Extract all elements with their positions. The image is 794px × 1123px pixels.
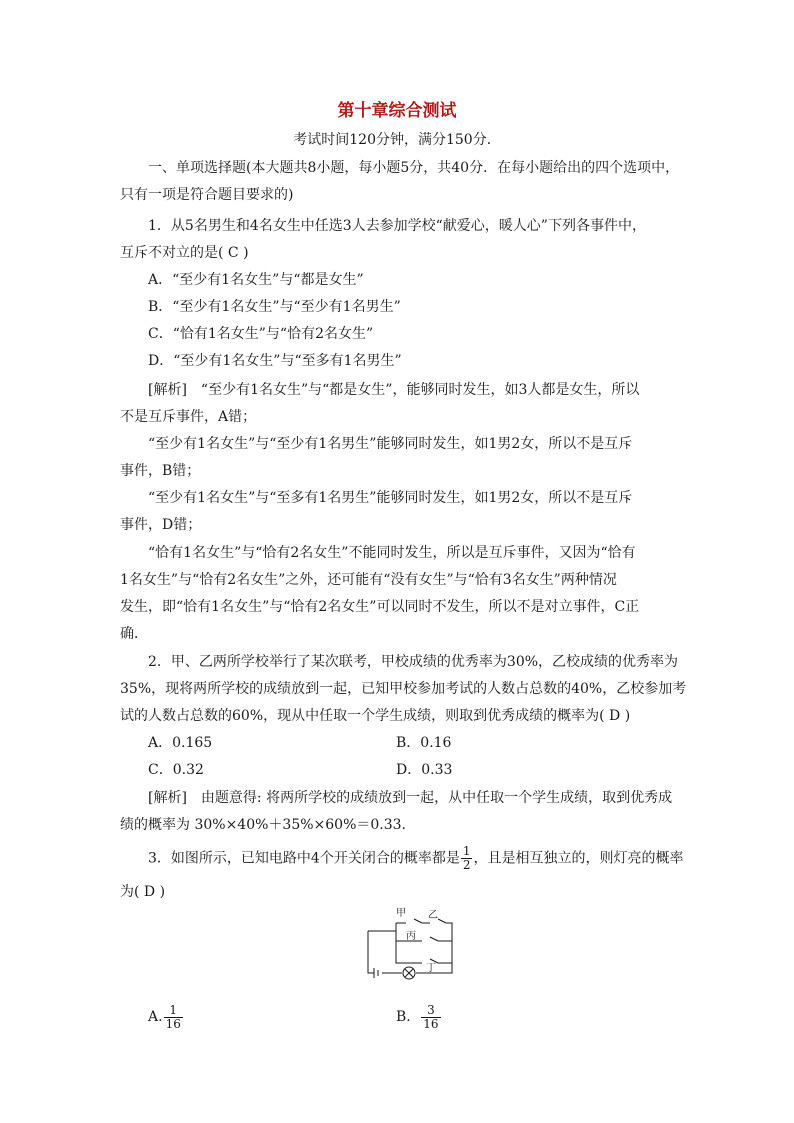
fraction-denominator: 2 (462, 858, 471, 872)
q2-stem-line1: 2．甲、乙两所学校举行了某次联考，甲校成绩的优秀率为30%，乙校成绩的优秀率为 (148, 654, 679, 670)
q3-stem-before: 3．如图所示，已知电路中4个开关闭合的概率都是 (148, 850, 460, 867)
q1-analysis-line: 确． (120, 626, 148, 642)
q2-option-a: A．0.165 (148, 735, 213, 751)
switch-label-jia: 甲 (396, 908, 406, 919)
q1-analysis-line: “至少有1名女生”与“至多有1名男生”能够同时发生，如1男2女，所以不是互斥 (148, 490, 633, 506)
switch-label-ding: 丁 (426, 963, 436, 974)
section-heading-line2: 只有一项是符合题目要求的) (120, 187, 294, 203)
page-title: 第十章综合测试 (337, 101, 457, 121)
q3-probability-fraction (461, 845, 473, 872)
q1-analysis-line: “至少有1名女生”与“至少有1名男生”能够同时发生，如1男2女，所以不是互斥 (148, 436, 633, 452)
switch-label-bing: 丙 (406, 931, 416, 942)
q2-analysis-line1: [解析] 由题意得: 将两所学校的成绩放到一起，从中任取一个学生成绩，取到优秀成 (148, 790, 673, 806)
q3-stem-after: ，且是相互独立的，则灯亮的概率 (473, 850, 684, 867)
fraction-numerator: 1 (164, 1004, 183, 1018)
q1-analysis-line: “恰有1名女生”与“恰有2名女生”不能同时发生，所以是互斥事件，又因为“恰有 (148, 545, 636, 561)
q1-option-c: C．“恰有1名女生”与“恰有2名女生” (148, 326, 374, 342)
q2-stem-line3: 试的人数占总数的60%，现从中任取一个学生成绩，则取到优秀成绩的概率为( D ) (120, 708, 631, 724)
q1-analysis-line: 事件，B错； (120, 463, 201, 479)
q1-analysis-line: 发生，即“恰有1名女生”与“恰有2名女生”可以同时不发生，所以不是对立事件，C正 (120, 599, 640, 615)
q2-option-c: C．0.32 (148, 762, 204, 778)
q3-option-a-fraction (164, 1004, 183, 1031)
fraction-denominator: 16 (423, 1016, 439, 1031)
option-letter: A. (148, 1009, 163, 1025)
circuit-diagram (360, 905, 460, 985)
circuit-wires-ding (396, 951, 452, 963)
q3-stem-line1 (148, 845, 683, 872)
q3-stem-line2: 为( D ) (120, 884, 166, 900)
fraction-denominator: 16 (165, 1016, 181, 1031)
q1-analysis-line: 1名女生”与“恰有2名女生”之外，还可能有“没有女生”与“恰有3名女生”两种情况 (120, 572, 617, 588)
section-heading-line1: 一、单项选择题(本大题共8小题，每小题5分，共40分．在每小题给出的四个选项中， (148, 160, 680, 176)
q2-analysis-line2: 绩的概率为 30%×40%＋35%×60%＝0.33. (120, 817, 407, 833)
q1-analysis-line: 事件，D错； (120, 517, 202, 533)
q1-stem-line1: 1．从5名男生和4名女生中任选3人去参加学校“献爱心，暖人心”下列各事件中， (148, 218, 646, 234)
fraction-numerator: 3 (421, 1004, 440, 1018)
q1-stem-line2: 互斥不对立的是( C ) (120, 245, 249, 261)
q1-option-d: D．“至少有1名女生”与“至多有1名男生” (148, 353, 402, 369)
q1-option-a: A．“至少有1名女生”与“都是女生” (148, 272, 364, 288)
q2-stem-line2: 35%，现将两所学校的成绩放到一起，已知甲校参加考试的人数占总数的40%，乙校参加考 (120, 681, 687, 697)
exam-info: 考试时间120分钟，满分150分． (293, 132, 501, 148)
q1-analysis-line: 不是互斥事件，A错； (120, 409, 257, 425)
q2-option-b: B．0.16 (396, 735, 452, 751)
q1-analysis-line: [解析] “至少有1名女生”与“都是女生”，能够同时发生，如3人都是女生，所以 (148, 382, 640, 398)
q2-option-d: D．0.33 (396, 762, 453, 778)
q1-option-b: B．“至少有1名女生”与“至少有1名男生” (148, 299, 401, 315)
fraction-numerator: 1 (462, 844, 471, 858)
q3-option-b-fraction (421, 1004, 440, 1031)
q3-option-a (148, 1000, 184, 1034)
switch-label-yi: 乙 (428, 910, 438, 921)
option-letter: B． (396, 1009, 421, 1025)
q3-option-b (396, 1000, 442, 1034)
lamp-cross (405, 969, 413, 977)
